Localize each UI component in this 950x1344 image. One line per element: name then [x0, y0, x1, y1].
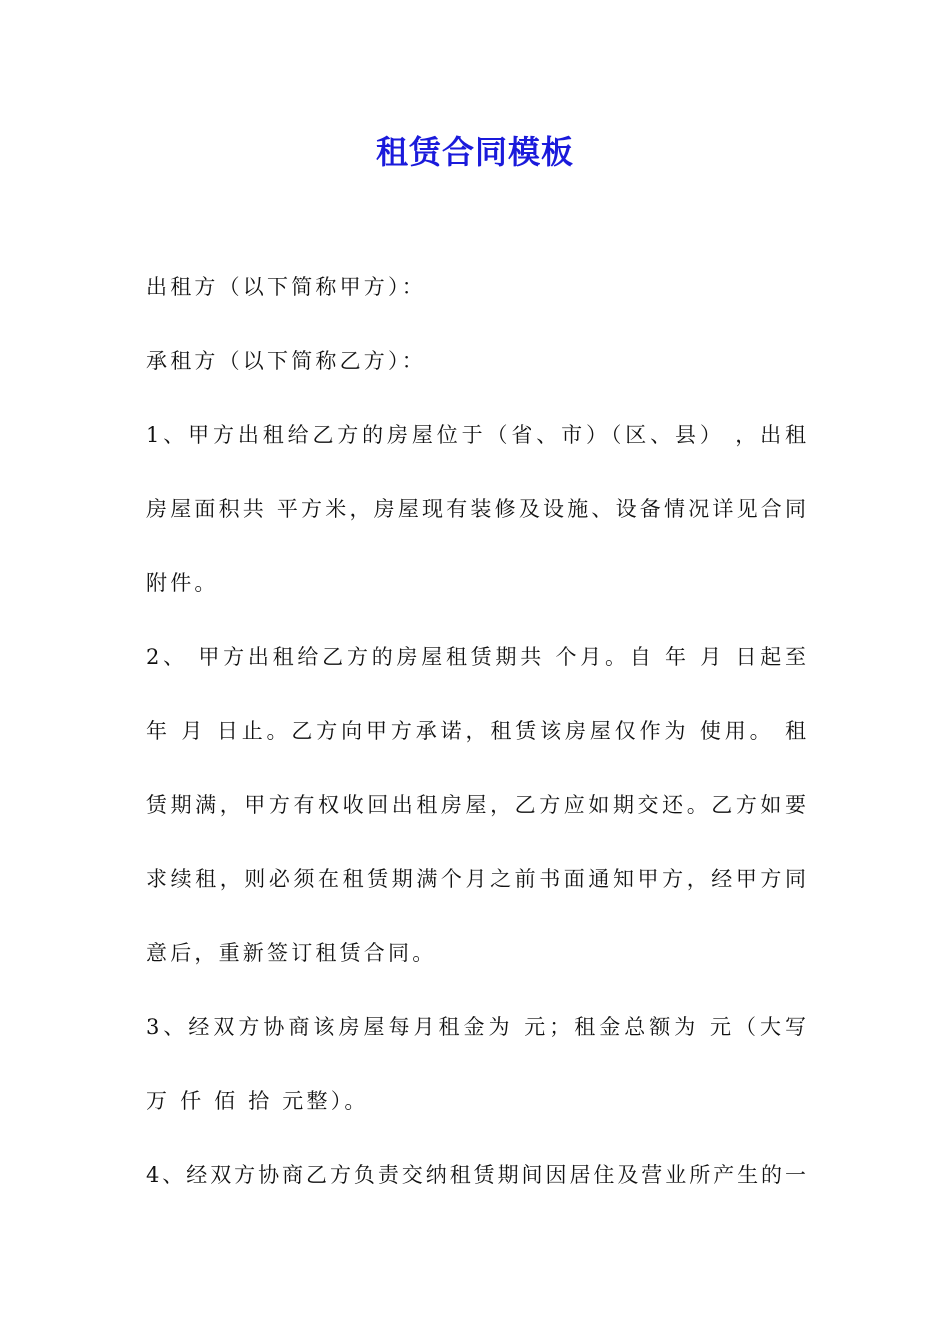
clause-2-line-3: 赁期满，甲方有权收回出租房屋，乙方应如期交还。乙方如要	[146, 793, 806, 817]
clause-1-line-1: 1、甲方出租给乙方的房屋位于（省、市）（区、县） ，出租	[146, 423, 806, 447]
clause-3-line-2: 万 仟 佰 拾 元整）。	[146, 1089, 369, 1113]
lessor-line: 出租方（以下简称甲方）：	[146, 275, 426, 299]
clause-1-line-3: 附件。	[146, 571, 219, 595]
clause-2-line-1: 2、 甲方出租给乙方的房屋租赁期共 个月。自 年 月 日起至	[146, 645, 806, 669]
clause-2-line-4: 求续租，则必须在租赁期满个月之前书面通知甲方，经甲方同	[146, 867, 806, 891]
clause-2-line-2: 年 月 日止。乙方向甲方承诺，租赁该房屋仅作为 使用。 租	[146, 719, 806, 743]
clause-2-line-5: 意后，重新签订租赁合同。	[146, 941, 437, 965]
clause-1-line-2: 房屋面积共 平方米，房屋现有装修及设施、设备情况详见合同	[146, 497, 806, 521]
clause-3-line-1: 3、经双方协商该房屋每月租金为 元；租金总额为 元（大写	[146, 1015, 806, 1039]
document-title: 租赁合同模板	[375, 133, 574, 171]
clause-4-line-1: 4、经双方协商乙方负责交纳租赁期间因居住及营业所产生的一	[146, 1163, 806, 1187]
lessee-line: 承租方（以下简称乙方）：	[146, 349, 426, 373]
document-body	[146, 265, 806, 1227]
